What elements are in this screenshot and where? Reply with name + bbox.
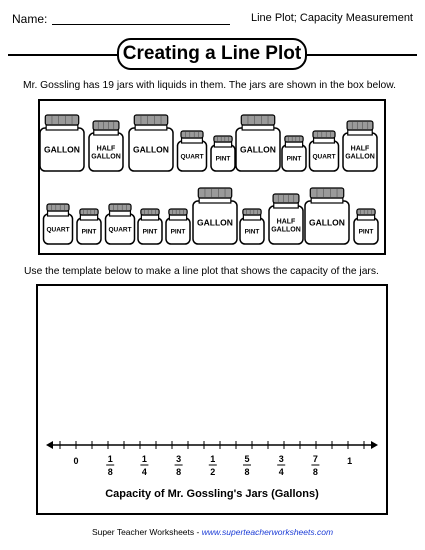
jar-gallon [193, 188, 237, 244]
template-instructions: Use the template below to make a line plot that shows the capacity of the jars. [24, 266, 379, 277]
svg-text:4: 4 [141, 467, 147, 477]
number-line [36, 284, 388, 484]
title-rule-left [8, 54, 117, 56]
name-label: Name: [12, 12, 48, 26]
jar-label: HALF [276, 218, 296, 226]
svg-text:4: 4 [278, 467, 284, 477]
jar-label: PINT [81, 228, 97, 236]
jar-label: HALF [96, 145, 116, 153]
jar-label: GALLON [309, 217, 345, 228]
tick-label [347, 456, 352, 466]
arrow-left-icon [46, 441, 53, 449]
jars-illustration [38, 99, 386, 255]
jar-quart [178, 131, 207, 171]
jar-label: QUART [312, 153, 336, 161]
svg-text:2: 2 [210, 467, 216, 477]
jar-pint [240, 209, 264, 244]
jar-label: PINT [286, 155, 302, 163]
jar-gallon [129, 115, 173, 171]
jar-label: PINT [244, 228, 260, 236]
jar-label: GALLON [271, 226, 301, 234]
jar-label: PINT [215, 155, 231, 163]
tick-label [243, 454, 251, 477]
title-rule-right [307, 54, 417, 56]
jar-gallon [236, 115, 280, 171]
jar-label: GALLON [345, 153, 375, 161]
jar-half-gallon [343, 121, 377, 171]
svg-text:1: 1 [141, 454, 147, 464]
subject-heading: Line Plot; Capacity Measurement [250, 12, 413, 24]
jar-gallon [305, 188, 349, 244]
name-line[interactable] [52, 24, 230, 25]
svg-text:3: 3 [278, 454, 284, 464]
jar-label: QUART [108, 226, 132, 234]
intro-text: Mr. Gossling has 19 jars with liquids in them. The jars are shown in the box below. [23, 80, 396, 91]
arrow-right-icon [371, 441, 378, 449]
svg-text:1: 1 [347, 456, 353, 466]
jar-quart [106, 204, 135, 244]
tick-label [311, 454, 319, 477]
svg-text:8: 8 [244, 467, 250, 477]
tick-label [277, 454, 285, 477]
jar-label: QUART [46, 226, 70, 234]
jar-label: GALLON [240, 144, 276, 155]
svg-text:8: 8 [107, 467, 113, 477]
tick-label [140, 454, 148, 477]
jar-quart [310, 131, 339, 171]
svg-text:5: 5 [244, 454, 250, 464]
jar-pint [77, 209, 101, 244]
footer-site: Super Teacher Worksheets - [91, 527, 202, 537]
jar-pint [138, 209, 162, 244]
page-title: Creating a Line Plot [117, 38, 307, 70]
jar-label: GALLON [197, 217, 233, 228]
tick-label [209, 454, 217, 477]
svg-text:8: 8 [312, 467, 318, 477]
jar-quart [44, 204, 73, 244]
svg-text:8: 8 [176, 467, 182, 477]
tick-label [106, 454, 114, 477]
jar-label: PINT [170, 228, 186, 236]
jar-label: GALLON [44, 144, 80, 155]
footer [0, 527, 425, 537]
tick-label [73, 456, 78, 466]
jar-label: PINT [142, 228, 158, 236]
jar-label: PINT [358, 228, 374, 236]
svg-text:0: 0 [73, 456, 79, 466]
jar-gallon [40, 115, 84, 171]
jar-half-gallon [269, 194, 303, 244]
svg-text:7: 7 [312, 454, 318, 464]
jar-label: GALLON [91, 153, 121, 161]
jar-half-gallon [89, 121, 123, 171]
jar-pint [211, 136, 235, 171]
axis-title: Capacity of Mr. Gossling's Jars (Gallons) [105, 488, 319, 500]
tick-label [175, 454, 183, 477]
footer-url[interactable]: www.superteacherworksheets.com [201, 527, 334, 537]
jar-pint [282, 136, 306, 171]
svg-text:1: 1 [107, 454, 113, 464]
jar-label: HALF [350, 145, 370, 153]
jar-label: GALLON [133, 144, 169, 155]
svg-text:1: 1 [210, 454, 216, 464]
jar-pint [354, 209, 378, 244]
svg-text:3: 3 [176, 454, 182, 464]
jar-label: QUART [180, 153, 204, 161]
jar-pint [166, 209, 190, 244]
